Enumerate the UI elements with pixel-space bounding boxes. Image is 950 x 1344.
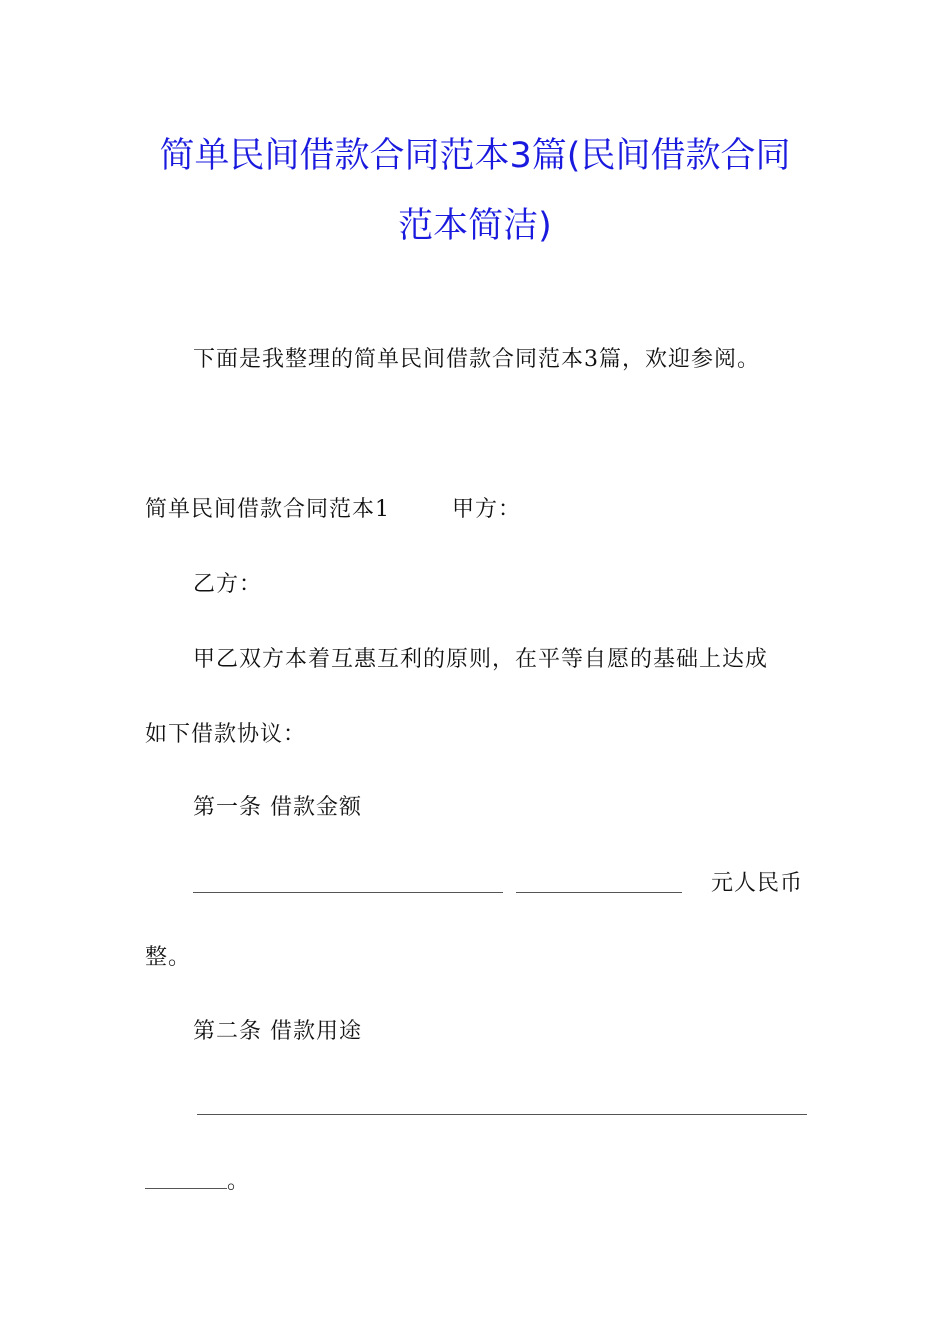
- party-a-label: 甲方：: [452, 497, 522, 522]
- article-2-title: 第二条 借款用途: [193, 1019, 362, 1044]
- intro-paragraph: 下面是我整理的简单民间借款合同范本3篇，欢迎参阅。: [193, 347, 760, 372]
- amount-blank-line-2: [516, 892, 682, 893]
- purpose-blank-line-2: [145, 1188, 227, 1189]
- article-1-end: 整。: [145, 945, 192, 970]
- article-1-title: 第一条 借款金额: [193, 795, 362, 820]
- purpose-blank-line: [197, 1114, 807, 1115]
- amount-suffix: 元人民币: [711, 871, 804, 896]
- party-b-label: 乙方：: [193, 572, 263, 597]
- title-line-1: 简单民间借款合同范本3篇(民间借款合同: [159, 136, 791, 176]
- amount-blank-line: [193, 892, 503, 893]
- preamble-line-1: 甲乙双方本着互惠互利的原则，在平等自愿的基础上达成: [193, 647, 769, 672]
- article-2-end: 。: [227, 1169, 251, 1194]
- title-line-2: 范本简洁): [398, 206, 552, 246]
- preamble-line-2: 如下借款协议：: [145, 722, 307, 747]
- contract-heading: 简单民间借款合同范本1: [145, 497, 390, 522]
